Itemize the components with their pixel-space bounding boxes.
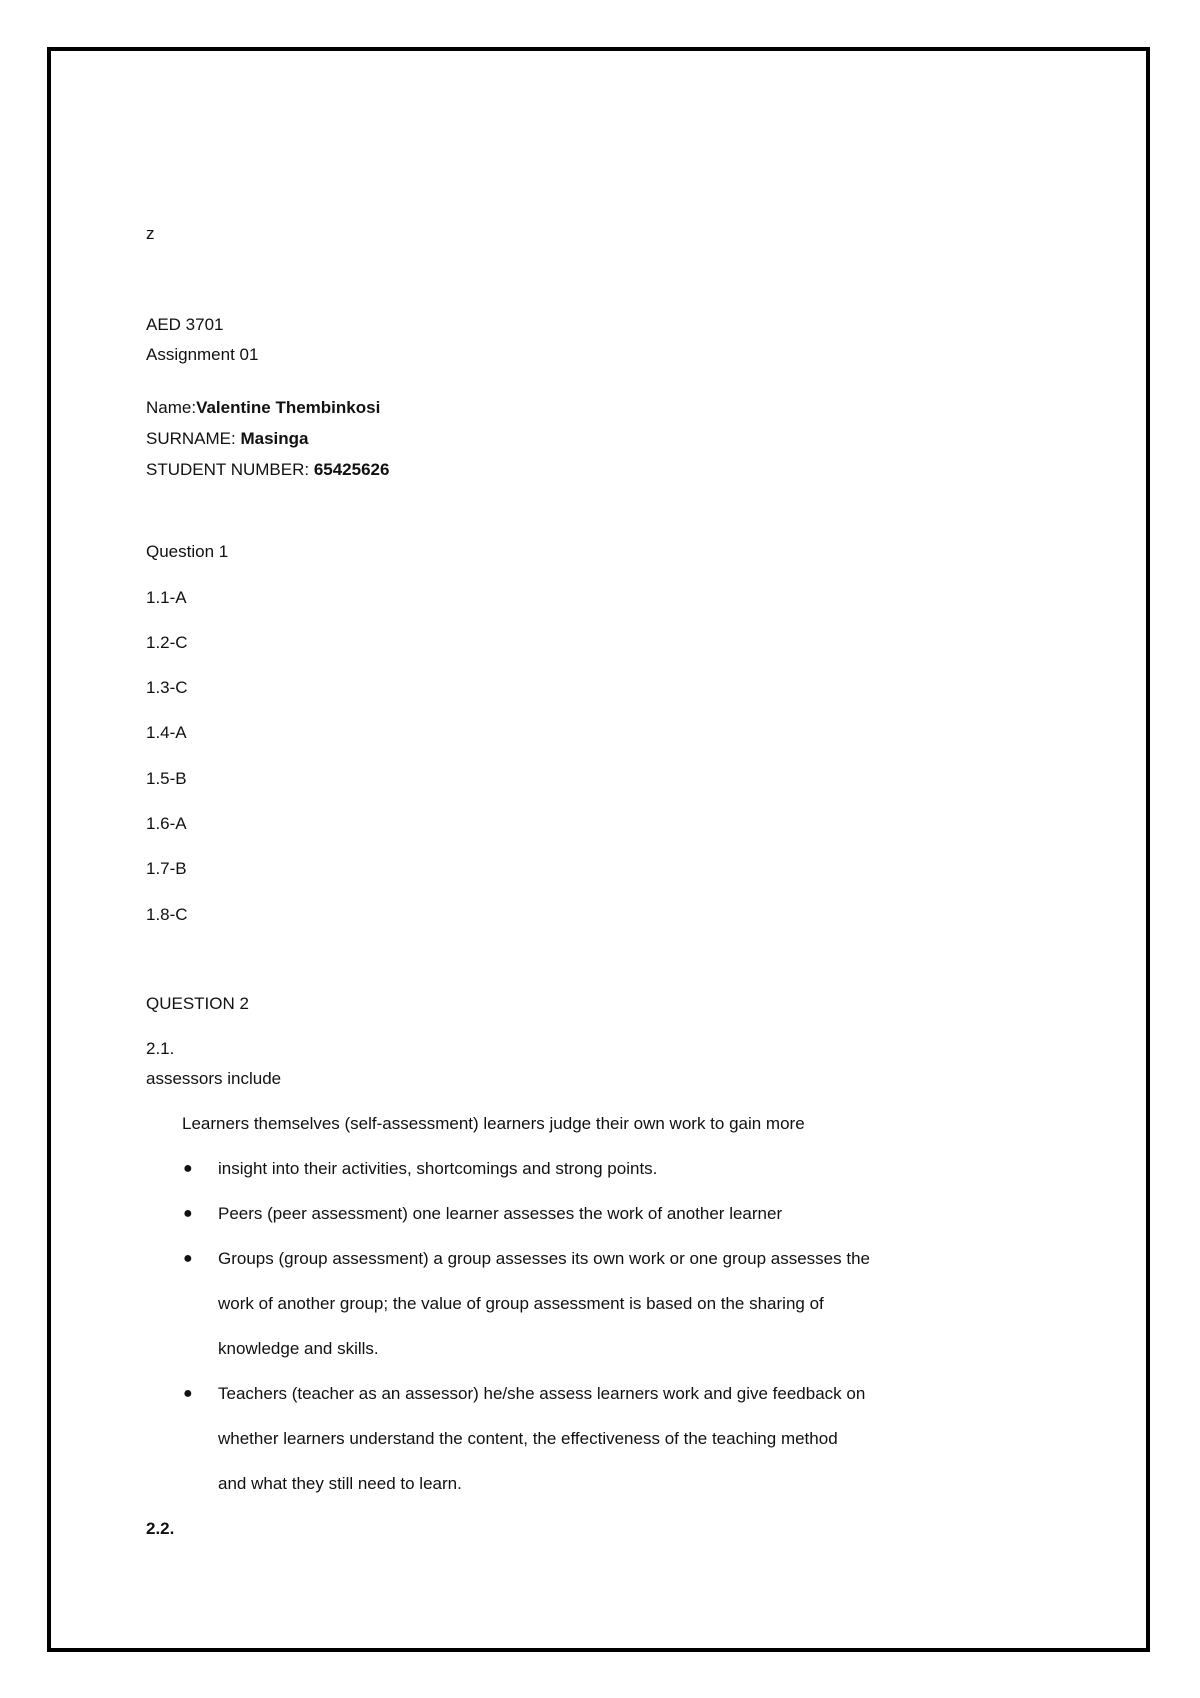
question1-heading: Question 1 [146, 542, 229, 561]
name-line [146, 397, 380, 419]
header-mark: z [146, 224, 155, 243]
bullet-text: work of another group; the value of group assessment is based on the sharing of [218, 1294, 824, 1313]
surname-label: SURNAME: [146, 429, 241, 448]
q2-1-intro: assessors include [146, 1069, 282, 1088]
bullet-icon: ● [183, 1385, 193, 1402]
bullet-text: knowledge and skills. [218, 1339, 379, 1358]
answer-item: 1.1-A [146, 588, 187, 607]
q2-1-lead: Learners themselves (self-assessment) learners judge their own work to gain more [182, 1114, 805, 1133]
bullet-text: and what they still need to learn. [218, 1474, 462, 1493]
student-number-line [146, 459, 389, 481]
bullet-text: Peers (peer assessment) one learner assesses the work of another learner [218, 1204, 783, 1223]
bullet-icon: ● [183, 1250, 193, 1267]
student-number-value: 65425626 [313, 460, 390, 479]
answer-item: 1.4-A [146, 723, 187, 742]
name-value: Valentine Thembinkosi [196, 398, 381, 417]
bullet-text: whether learners understand the content, the effectiveness of the teaching method [218, 1429, 838, 1448]
bullet-text: insight into their activities, shortcomings and strong points. [218, 1159, 658, 1178]
answer-item: 1.5-B [146, 769, 187, 788]
surname-value: Masinga [240, 429, 309, 448]
question2-heading: QUESTION 2 [146, 994, 249, 1013]
answer-item: 1.8-C [146, 905, 188, 924]
bullet-text: Groups (group assessment) a group assesses its own work or one group assesses the [218, 1249, 870, 1268]
page-border [47, 47, 1150, 1652]
answer-item: 1.7-B [146, 859, 187, 878]
bullet-icon: ● [183, 1160, 193, 1177]
assignment-title: Assignment 01 [146, 345, 259, 364]
answer-item: 1.2-C [146, 633, 188, 652]
name-label: Name: [146, 398, 197, 417]
course-code: AED 3701 [146, 315, 224, 334]
surname-line [146, 428, 309, 450]
q2-2-number: 2.2. [146, 1519, 175, 1538]
bullet-text: Teachers (teacher as an assessor) he/she assess learners work and give feedback on [218, 1384, 866, 1403]
answer-item: 1.6-A [146, 814, 187, 833]
answer-item: 1.3-C [146, 678, 188, 697]
bullet-icon: ● [183, 1205, 193, 1222]
q2-1-number: 2.1. [146, 1039, 175, 1058]
student-number-label: STUDENT NUMBER: [146, 460, 314, 479]
